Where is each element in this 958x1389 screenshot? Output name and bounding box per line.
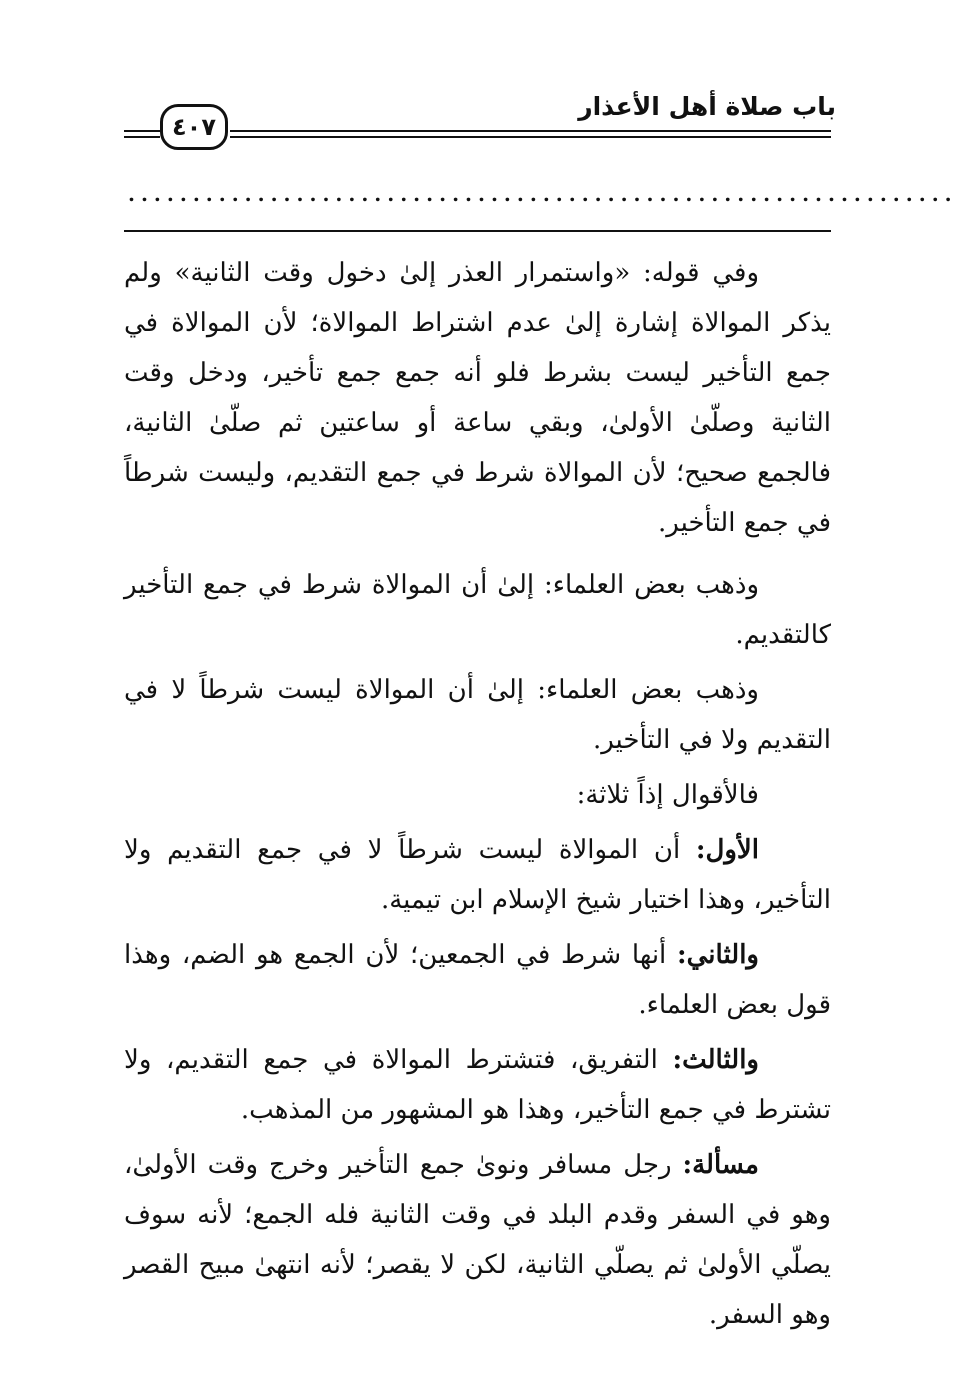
footnote-dotted-line: ................................................................ <box>128 182 958 206</box>
paragraph-text: أنها شرط في الجمعين؛ لأن الجمع هو الضم، وهذا قول بعض العلماء. <box>124 940 831 1020</box>
header-rule-right <box>230 130 831 142</box>
paragraph-text: التفريق، فتشترط الموالاة في جمع التقديم، ولا تشترط في جمع التأخير، وهذا هو المشهور من المذهب. <box>124 1045 831 1125</box>
paragraph <box>124 770 831 820</box>
body-text <box>124 248 831 1340</box>
paragraph <box>124 560 831 660</box>
paragraph-lead: الأول: <box>695 835 759 865</box>
paragraph <box>124 825 831 925</box>
paragraph-lead: مسألة: <box>682 1150 759 1180</box>
paragraph-text: وفي قوله: «واستمرار العذر إلىٰ دخول وقت الثانية» ولم يذكر الموالاة إشارة إلىٰ عدم اشتراط الموالاة؛ لأن الموالاة في جمع التأخير ليست بشرط فلو أنه جمع جمع تأخير، ودخل وقت الثانية وصلّىٰ الأولىٰ، وبقي ساعة أو ساعتين ثم صلّىٰ الثانية، فالجمع صحيح؛ لأن الموالاة شرط في جمع التقديم، وليست شرطاً في جمع التأخير. <box>124 258 831 538</box>
running-title: باب صلاة أهل الأعذار <box>578 92 836 121</box>
paragraph <box>124 1140 831 1340</box>
paragraph <box>124 665 831 765</box>
paragraph <box>124 1035 831 1135</box>
paragraph-lead: والثالث: <box>672 1045 759 1075</box>
paragraph <box>124 930 831 1030</box>
paragraph-text: وذهب بعض العلماء: إلىٰ أن الموالاة شرط في جمع التأخير كالتقديم. <box>124 570 831 650</box>
page-number <box>160 104 228 150</box>
paragraph-text: رجل مسافر ونوىٰ جمع التأخير وخرج وقت الأولىٰ، وهو في السفر وقدم البلد في وقت الثانية فله الجمع؛ لأنه سوف يصلّي الأولىٰ ثم يصلّي الثانية، لكن لا يقصر؛ لأنه انتهىٰ مبيح القصر وهو السفر. <box>124 1150 831 1330</box>
header-rule-left <box>124 130 160 142</box>
paragraph-text: أن الموالاة ليست شرطاً لا في جمع التقديم ولا التأخير، وهذا اختيار شيخ الإسلام ابن تيمية. <box>124 835 831 915</box>
paragraph-lead: والثاني: <box>677 940 759 970</box>
paragraph <box>124 248 831 548</box>
paragraph-text: وذهب بعض العلماء: إلىٰ أن الموالاة ليست شرطاً لا في التقديم ولا في التأخير. <box>124 675 831 755</box>
page-number-text: ٤٠٧ <box>172 113 216 141</box>
separator-line <box>124 230 831 232</box>
paragraph-text: فالأقوال إذاً ثلاثة: <box>576 780 759 810</box>
